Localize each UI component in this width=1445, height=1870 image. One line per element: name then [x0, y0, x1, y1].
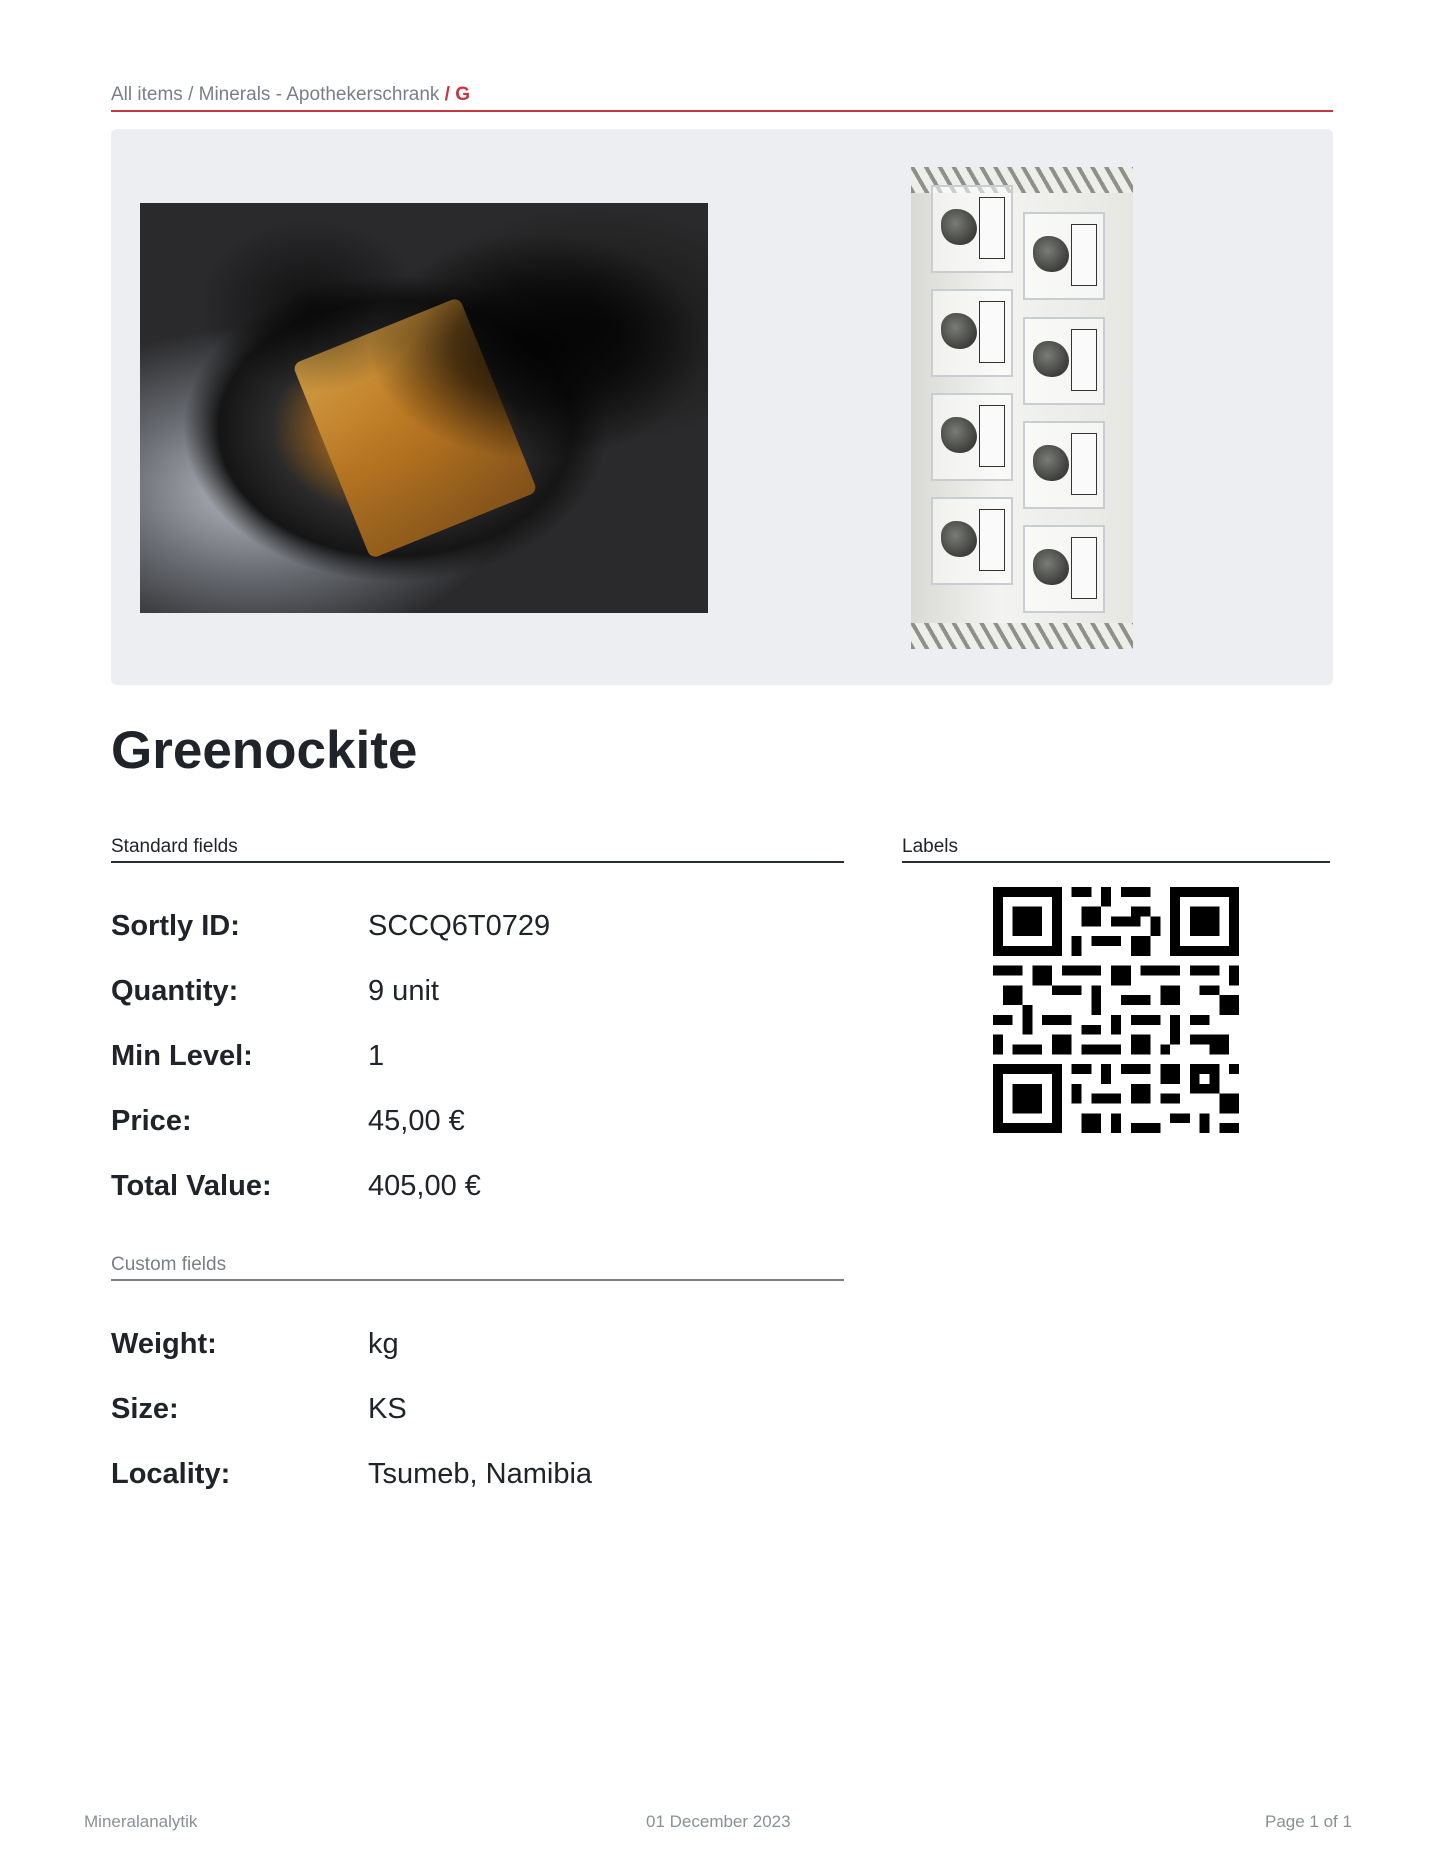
- field-row-total-value: [111, 1170, 811, 1210]
- field-label: Size:: [111, 1393, 179, 1425]
- field-row-sortly-id: [111, 910, 811, 950]
- standard-fields-heading: Standard fields: [111, 836, 844, 863]
- breadcrumb-path[interactable]: All items / Minerals - Apothekerschrank: [111, 84, 440, 105]
- field-value: Tsumeb, Namibia: [368, 1458, 593, 1490]
- qr-code-icon[interactable]: [993, 887, 1239, 1133]
- field-label: Price:: [111, 1105, 192, 1137]
- field-row-locality: [111, 1458, 811, 1498]
- footer-company: Mineralanalytik: [84, 1812, 198, 1831]
- field-row-min-level: [111, 1040, 811, 1080]
- breadcrumb-separator: /: [439, 84, 456, 105]
- specimen-box: [1023, 212, 1105, 300]
- image-gallery: [111, 129, 1333, 685]
- breadcrumb: [111, 84, 1333, 112]
- field-value: SCCQ6T0729: [368, 910, 551, 942]
- field-row-price: [111, 1105, 811, 1145]
- field-label: Locality:: [111, 1458, 231, 1490]
- field-value: 405,00 €: [368, 1170, 481, 1202]
- labels-heading: Labels: [902, 836, 1330, 863]
- footer-date: 01 December 2023: [646, 1812, 791, 1831]
- field-row-size: [111, 1393, 811, 1433]
- specimen-box: [1023, 317, 1105, 405]
- greenockite-crystal-macro-photo[interactable]: [140, 203, 708, 613]
- greenockite-specimen-boxes-photo[interactable]: [911, 167, 1133, 649]
- specimen-box: [1023, 525, 1105, 613]
- item-title: Greenockite: [111, 721, 418, 780]
- custom-fields-heading: Custom fields: [111, 1254, 844, 1281]
- specimen-box: [931, 289, 1013, 377]
- vent-bottom: [911, 623, 1133, 649]
- field-value: kg: [368, 1328, 399, 1360]
- field-row-quantity: [111, 975, 811, 1015]
- field-row-weight: [111, 1328, 811, 1368]
- field-label: Weight:: [111, 1328, 217, 1360]
- specimen-box: [931, 393, 1013, 481]
- field-value: 45,00 €: [368, 1105, 465, 1137]
- photo-shading: [140, 203, 708, 613]
- specimen-box: [931, 185, 1013, 273]
- breadcrumb-current[interactable]: G: [455, 84, 471, 105]
- footer-page-number: Page 1 of 1: [1265, 1812, 1352, 1831]
- field-value: 9 unit: [368, 975, 439, 1007]
- field-label: Min Level:: [111, 1040, 253, 1072]
- field-value: KS: [368, 1393, 407, 1425]
- field-label: Total Value:: [111, 1170, 272, 1202]
- specimen-box: [1023, 421, 1105, 509]
- field-label: Sortly ID:: [111, 910, 240, 942]
- specimen-box: [931, 497, 1013, 585]
- field-label: Quantity:: [111, 975, 239, 1007]
- field-value: 1: [368, 1040, 385, 1072]
